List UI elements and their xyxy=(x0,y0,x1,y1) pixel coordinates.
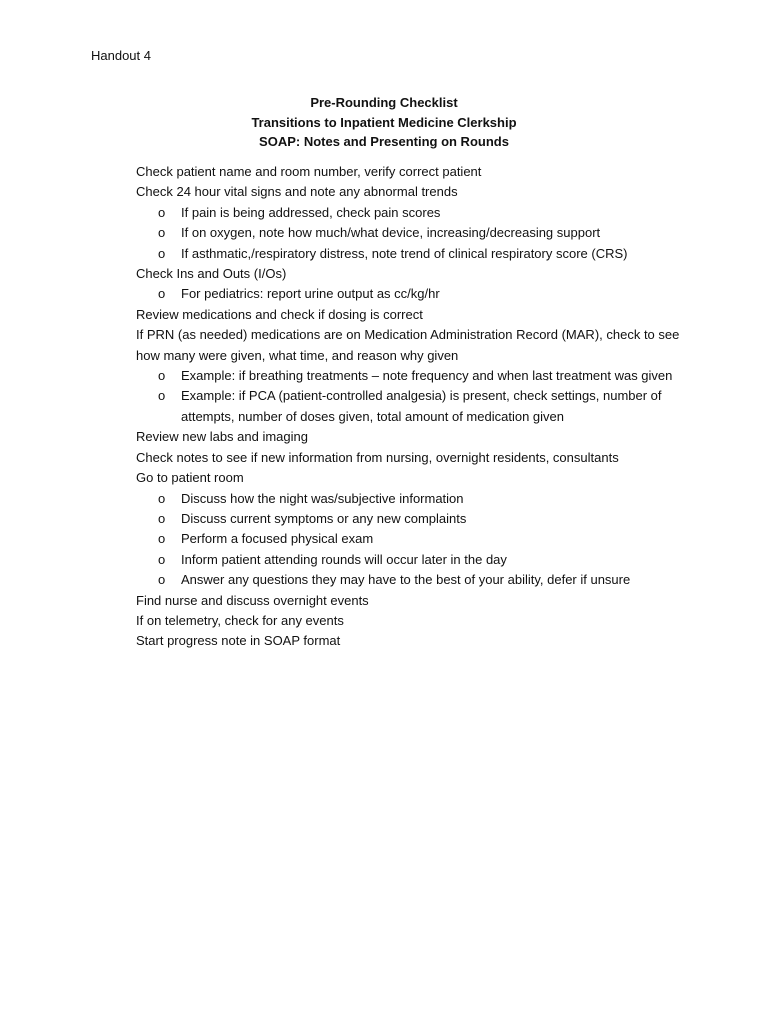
bullet-icon: o xyxy=(158,531,166,547)
checklist-subitem-text: Example: if PCA (patient-controlled analgesia) is present, check settings, number of attempts, number of doses given, total amount of medication given xyxy=(181,388,662,424)
checklist-subitem xyxy=(136,509,696,529)
checklist-subitem xyxy=(136,284,696,304)
checklist-item: Review new labs and imaging xyxy=(136,429,308,445)
checklist-subitem xyxy=(136,366,696,386)
checklist-item: Check Ins and Outs (I/Os) xyxy=(136,266,287,282)
checklist-subitem-text: Answer any questions they may have to the best of your ability, defer if unsure xyxy=(181,572,631,588)
checklist-item: Find nurse and discuss overnight events xyxy=(136,592,369,608)
bullet-icon: o xyxy=(158,510,166,526)
checklist-subitem-text: If asthmatic,/respiratory distress, note trend of clinical respiratory score (CRS) xyxy=(181,245,628,261)
checklist-subitem xyxy=(136,203,696,223)
bullet-icon: o xyxy=(158,368,166,384)
checklist-subitem-text: Inform patient attending rounds will occur later in the day xyxy=(181,551,507,567)
checklist-subitem xyxy=(136,570,696,590)
document-subtitle-soap: SOAP: Notes and Presenting on Rounds xyxy=(259,134,509,149)
title-block xyxy=(0,93,768,152)
checklist-subitem xyxy=(136,489,696,509)
checklist xyxy=(136,162,696,652)
checklist-subitem xyxy=(136,550,696,570)
checklist-item: If PRN (as needed) medications are on Medication Administration Record (MAR), check to see how many were given, what time, and reason why given xyxy=(136,327,680,363)
bullet-icon: o xyxy=(158,551,166,567)
checklist-item: Review medications and check if dosing is correct xyxy=(136,306,423,322)
checklist-subitem-text: For pediatrics: report urine output as cc/kg/hr xyxy=(181,286,440,302)
checklist-item: Start progress note in SOAP format xyxy=(136,633,341,649)
checklist-subitem-text: If on oxygen, note how much/what device, increasing/decreasing support xyxy=(181,225,601,241)
document-subtitle: Transitions to Inpatient Medicine Clerkship xyxy=(251,114,517,130)
checklist-subitem-text: Discuss current symptoms or any new complaints xyxy=(181,510,467,526)
checklist-item: Check notes to see if new information from nursing, overnight residents, consultants xyxy=(136,449,619,465)
document-title: Pre-Rounding Checklist xyxy=(310,95,458,110)
checklist-subitem xyxy=(136,244,696,264)
bullet-icon: o xyxy=(158,225,166,241)
bullet-icon: o xyxy=(158,572,166,588)
checklist-subitem-text: Perform a focused physical exam xyxy=(181,531,374,547)
checklist-subitem-text: Discuss how the night was/subjective information xyxy=(181,490,464,506)
checklist-subitem-text: Example: if breathing treatments – note frequency and when last treatment was given xyxy=(181,368,673,384)
checklist-subitem xyxy=(136,223,696,243)
bullet-icon: o xyxy=(158,204,166,220)
checklist-subitem-text: If pain is being addressed, check pain scores xyxy=(181,204,441,220)
checklist-item: Go to patient room xyxy=(136,470,244,486)
checklist-item: Check 24 hour vital signs and note any abnormal trends xyxy=(136,184,458,200)
bullet-icon: o xyxy=(158,286,166,302)
bullet-icon: o xyxy=(158,245,166,261)
bullet-icon: o xyxy=(158,388,166,404)
checklist-subitem xyxy=(136,386,696,427)
checklist-item: If on telemetry, check for any events xyxy=(136,612,344,628)
checklist-item: Check patient name and room number, verify correct patient xyxy=(136,164,482,179)
handout-label: Handout 4 xyxy=(91,48,151,63)
bullet-icon: o xyxy=(158,490,166,506)
checklist-subitem xyxy=(136,529,696,549)
